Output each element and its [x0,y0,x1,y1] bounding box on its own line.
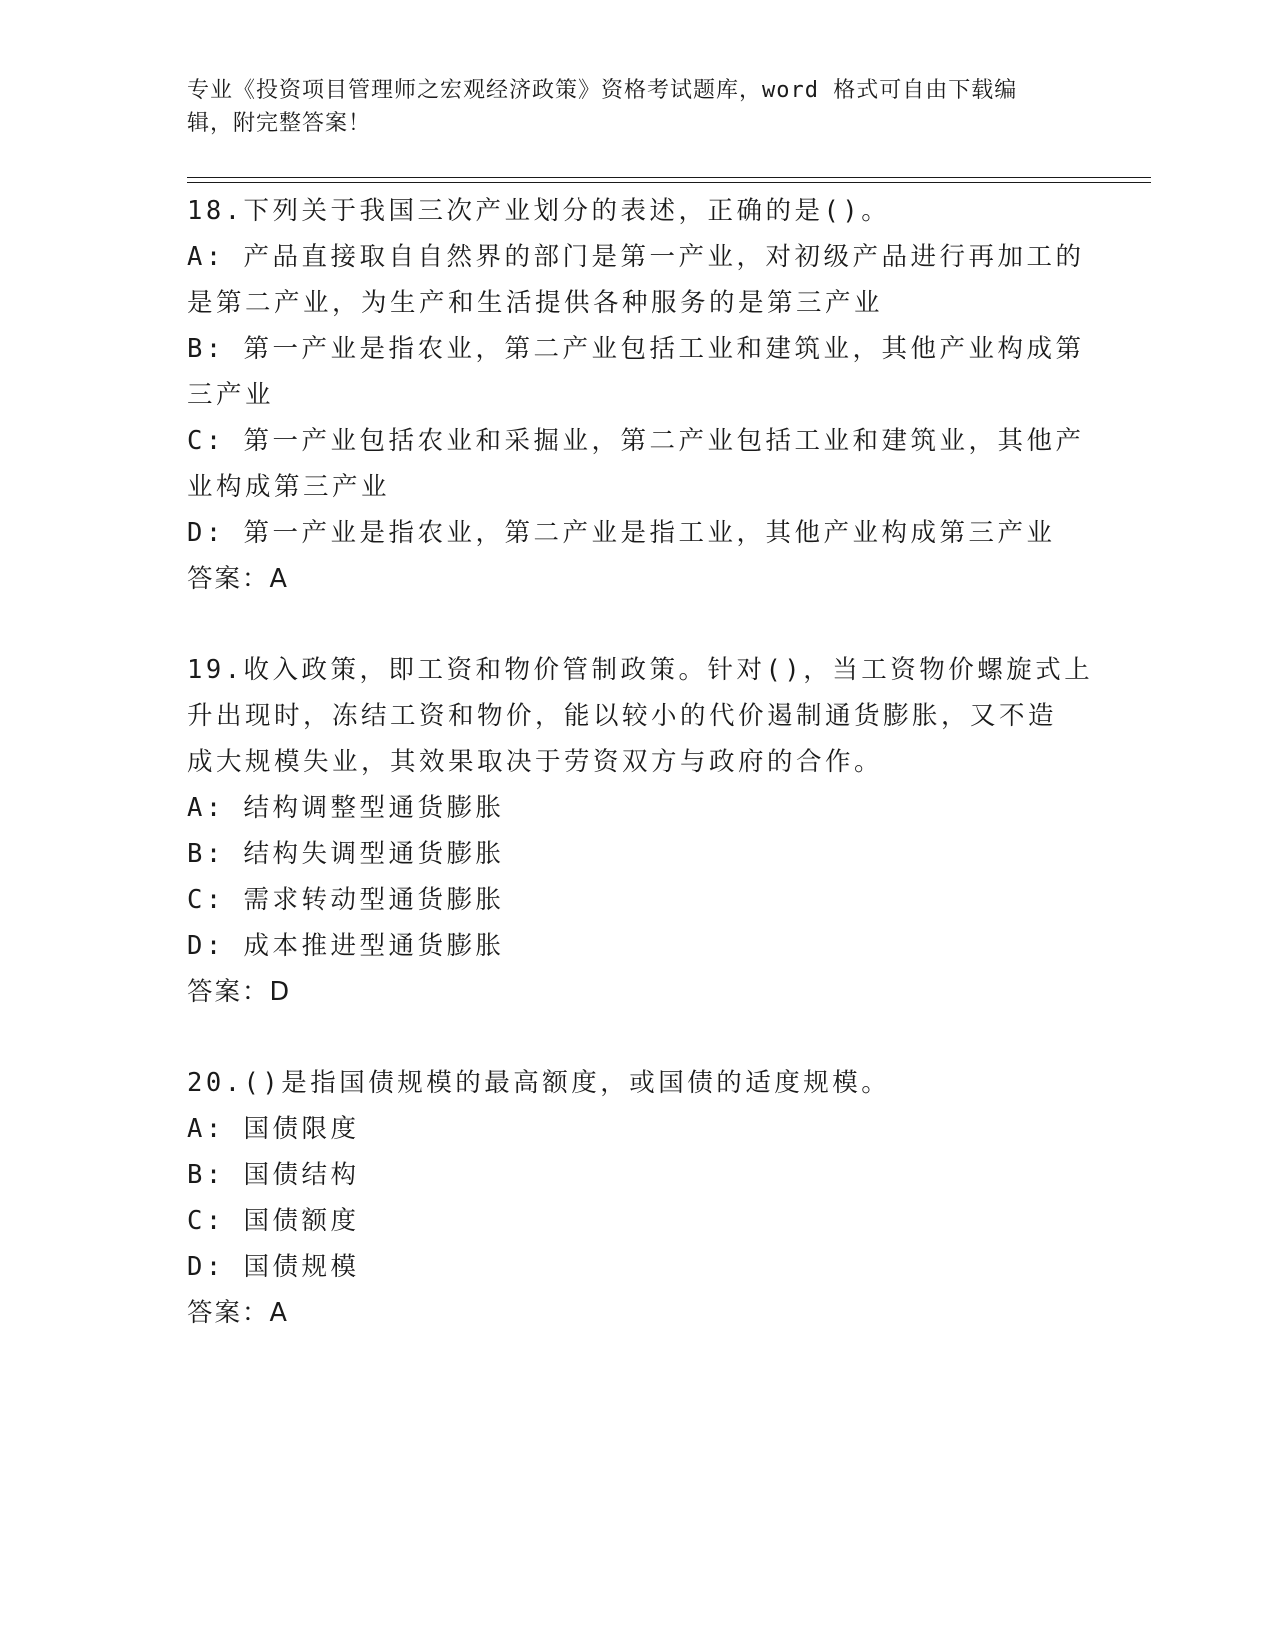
question-18-option-b: B: 第一产业是指农业，第二产业包括工业和建筑业，其他产业构成第 [187,334,1085,364]
question-18-option-a-cont: 是第二产业，为生产和生活提供各种服务的是第三产业 [187,288,884,318]
question-18-option-a: A: 产品直接取自自然界的部门是第一产业，对初级产品进行再加工的 [187,242,1085,272]
question-list [187,188,1094,1336]
question-20 [187,1060,1087,1336]
header-divider-bottom [187,182,1151,183]
question-20-option-a: A: 国债限度 [187,1114,360,1144]
question-18-option-c: C: 第一产业包括农业和采掘业，第二产业包括工业和建筑业，其他产 [187,426,1085,456]
question-18-option-b-cont: 三产业 [187,380,275,410]
question-19-option-b: B: 结构失调型通货膨胀 [187,839,505,869]
header-line-2: 辑，附完整答案！ [187,111,372,136]
question-20-option-d: D: 国债规模 [187,1252,360,1282]
question-18-answer: 答案：A [187,564,289,594]
question-19-stem: 19.收入政策，即工资和物价管制政策。针对()，当工资物价螺旋式上 [187,655,1094,685]
question-19-option-a: A: 结构调整型通货膨胀 [187,793,505,823]
question-19 [187,647,1094,1015]
header-line-1: 专业《投资项目管理师之宏观经济政策》资格考试题库，word 格式可自由下载编 [187,78,1018,103]
question-20-stem: 20.()是指国债规模的最高额度，或国债的适度规模。 [187,1068,891,1098]
question-19-answer: 答案：D [187,977,292,1007]
question-19-option-d: D: 成本推进型通货膨胀 [187,931,505,961]
question-20-option-c: C: 国债额度 [187,1206,360,1236]
question-gap [187,602,1087,647]
header-divider-top [187,177,1151,178]
question-20-answer: 答案：A [187,1298,289,1328]
question-20-option-b: B: 国债结构 [187,1160,360,1190]
document-header [187,74,1087,140]
question-19-option-c: C: 需求转动型通货膨胀 [187,885,505,915]
question-gap [187,1015,1087,1060]
question-19-stem-cont-2: 成大规模失业，其效果取决于劳资双方与政府的合作。 [187,747,884,777]
question-18-option-d: D: 第一产业是指农业，第二产业是指工业，其他产业构成第三产业 [187,518,1056,548]
question-19-stem-cont-1: 升出现时，冻结工资和物价，能以较小的代价遏制通货膨胀，又不造 [187,701,1058,731]
question-18-option-c-cont: 业构成第三产业 [187,472,391,502]
question-18-stem: 18.下列关于我国三次产业划分的表述，正确的是()。 [187,196,891,226]
question-18 [187,188,1087,602]
